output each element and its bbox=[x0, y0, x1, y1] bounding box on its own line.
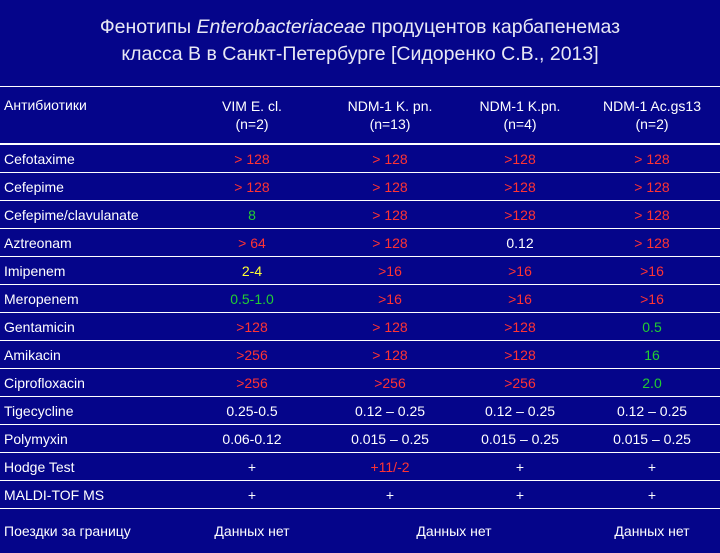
mic-cell: 0.5 bbox=[584, 313, 720, 341]
table-row bbox=[0, 285, 720, 313]
row-label: Polymyxin bbox=[0, 425, 180, 453]
row-label: Gentamicin bbox=[0, 313, 180, 341]
title-line-2: класса В в Санкт-Петербурге [Сидоренко С.В., 2013] bbox=[0, 41, 720, 68]
mic-cell: >128 bbox=[456, 341, 584, 369]
table-row-travel bbox=[0, 509, 720, 553]
mic-cell: > 128 bbox=[584, 201, 720, 229]
mic-cell: +11/-2 bbox=[324, 453, 456, 481]
mic-cell: 0.12 bbox=[456, 229, 584, 257]
mic-cell: + bbox=[180, 453, 324, 481]
mic-cell: 0.06-0.12 bbox=[180, 425, 324, 453]
row-label: Aztreonam bbox=[0, 229, 180, 257]
mic-cell: >16 bbox=[324, 285, 456, 313]
table-row bbox=[0, 369, 720, 397]
mic-cell: >256 bbox=[456, 369, 584, 397]
mic-cell: > 128 bbox=[324, 341, 456, 369]
table-row bbox=[0, 173, 720, 201]
header-col-4: NDM-1 Ac.gs13 (n=2) bbox=[584, 87, 720, 145]
mic-cell: 2-4 bbox=[180, 257, 324, 285]
header-col-3: NDM-1 K.pn. (n=4) bbox=[456, 87, 584, 145]
travel-cell: Данных нет bbox=[180, 509, 324, 553]
row-label: Cefepime bbox=[0, 173, 180, 201]
mic-cell: 0.12 – 0.25 bbox=[584, 397, 720, 425]
mic-cell: >256 bbox=[324, 369, 456, 397]
mic-cell: 0.12 – 0.25 bbox=[456, 397, 584, 425]
header-col-2: NDM-1 K. pn. (n=13) bbox=[324, 87, 456, 145]
mic-table bbox=[0, 86, 720, 553]
mic-cell: 2.0 bbox=[584, 369, 720, 397]
table-row bbox=[0, 144, 720, 173]
table-row bbox=[0, 425, 720, 453]
mic-cell: 0.015 – 0.25 bbox=[584, 425, 720, 453]
row-label: Hodge Test bbox=[0, 453, 180, 481]
travel-cell: Данных нет bbox=[584, 509, 720, 553]
mic-cell: 0.25-0.5 bbox=[180, 397, 324, 425]
table-row bbox=[0, 201, 720, 229]
mic-cell: >128 bbox=[456, 313, 584, 341]
row-label: Ciprofloxacin bbox=[0, 369, 180, 397]
table-row bbox=[0, 229, 720, 257]
row-label: Amikacin bbox=[0, 341, 180, 369]
mic-cell: 0.015 – 0.25 bbox=[456, 425, 584, 453]
mic-cell: 16 bbox=[584, 341, 720, 369]
mic-cell: + bbox=[456, 481, 584, 509]
mic-cell: > 128 bbox=[324, 229, 456, 257]
row-label: Imipenem bbox=[0, 257, 180, 285]
travel-cell-merged: Данных нет bbox=[324, 509, 584, 553]
table-header-row bbox=[0, 87, 720, 145]
mic-cell: > 128 bbox=[584, 229, 720, 257]
table-row bbox=[0, 313, 720, 341]
mic-cell: >128 bbox=[456, 144, 584, 173]
mic-cell: + bbox=[324, 481, 456, 509]
row-label: Cefepime/clavulanate bbox=[0, 201, 180, 229]
mic-cell: > 128 bbox=[324, 201, 456, 229]
mic-cell: >16 bbox=[584, 285, 720, 313]
mic-cell: >128 bbox=[456, 173, 584, 201]
mic-cell: >16 bbox=[324, 257, 456, 285]
table-row bbox=[0, 397, 720, 425]
mic-cell: + bbox=[584, 481, 720, 509]
mic-cell: > 128 bbox=[584, 173, 720, 201]
mic-cell: + bbox=[180, 481, 324, 509]
row-label: MALDI-TOF MS bbox=[0, 481, 180, 509]
row-label: Meropenem bbox=[0, 285, 180, 313]
row-label: Tigecycline bbox=[0, 397, 180, 425]
mic-cell: >128 bbox=[456, 201, 584, 229]
mic-cell: >16 bbox=[456, 285, 584, 313]
table-row bbox=[0, 481, 720, 509]
table-row bbox=[0, 453, 720, 481]
row-label: Поездки за границу bbox=[0, 509, 180, 553]
mic-cell: + bbox=[584, 453, 720, 481]
mic-cell: 0.015 – 0.25 bbox=[324, 425, 456, 453]
header-col-1: VIM E. cl. (n=2) bbox=[180, 87, 324, 145]
mic-cell: 0.5-1.0 bbox=[180, 285, 324, 313]
mic-cell: + bbox=[456, 453, 584, 481]
table-row bbox=[0, 257, 720, 285]
slide-title bbox=[0, 14, 720, 68]
mic-cell: >16 bbox=[584, 257, 720, 285]
mic-cell: > 128 bbox=[324, 313, 456, 341]
mic-cell: > 128 bbox=[180, 144, 324, 173]
header-antibiotics: Антибиотики bbox=[0, 87, 180, 145]
mic-cell: >16 bbox=[456, 257, 584, 285]
mic-cell: 8 bbox=[180, 201, 324, 229]
mic-cell: >128 bbox=[180, 313, 324, 341]
mic-cell: > 128 bbox=[324, 173, 456, 201]
table-row bbox=[0, 341, 720, 369]
mic-cell: > 128 bbox=[584, 144, 720, 173]
mic-cell: 0.12 – 0.25 bbox=[324, 397, 456, 425]
row-label: Cefotaxime bbox=[0, 144, 180, 173]
mic-cell: > 128 bbox=[180, 173, 324, 201]
mic-cell: > 128 bbox=[324, 144, 456, 173]
mic-cell: >256 bbox=[180, 369, 324, 397]
mic-cell: >256 bbox=[180, 341, 324, 369]
title-line-1: Фенотипы Enterobacteriaceae продуцентов карбапенемаз bbox=[0, 14, 720, 41]
mic-cell: > 64 bbox=[180, 229, 324, 257]
